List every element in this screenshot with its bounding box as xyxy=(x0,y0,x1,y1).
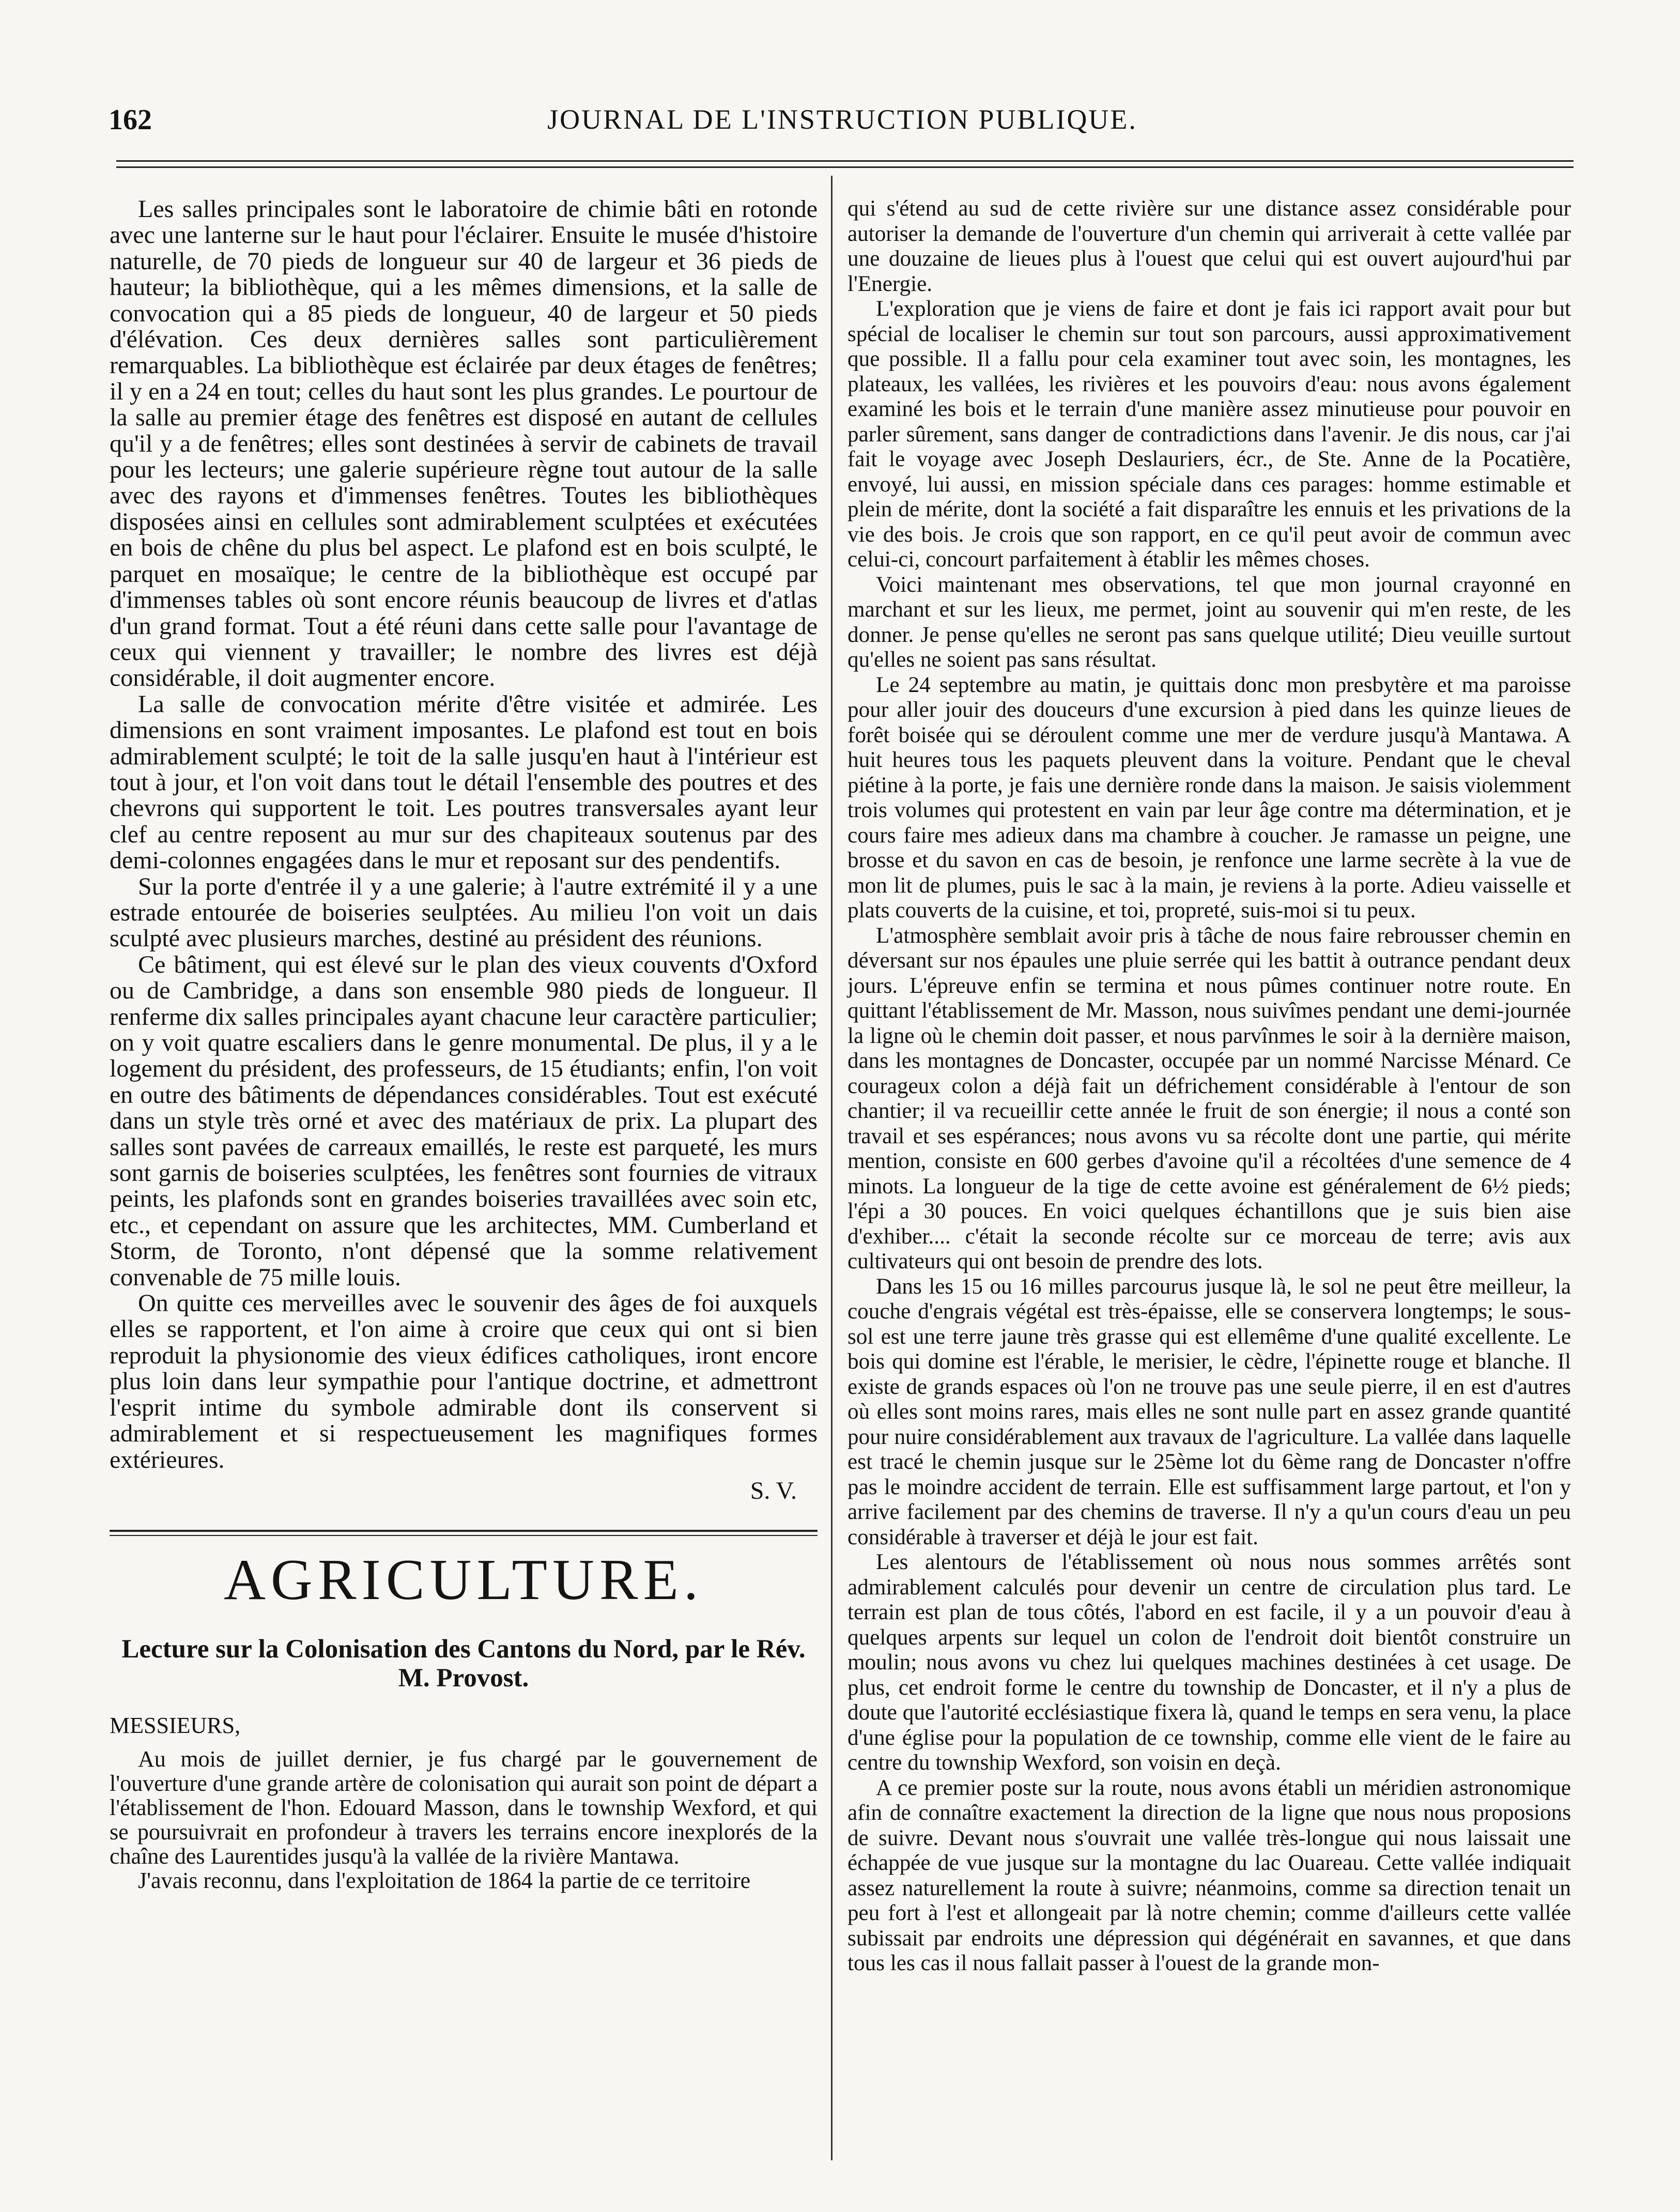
article-body xyxy=(110,1713,818,1893)
section-heading: AGRICULTURE. xyxy=(224,1548,703,1612)
left-paragraph: Ce bâtiment, qui est élevé sur le plan des vieux couvents d'Oxford ou de Cambridge, a dans son ensemble 980 pieds de longueur. Il renferme dix salles principales ayant chacune leur caractère particulier; on y voit quatre escaliers dans le genre monumental. De plus, il y a le logement du président, des professeurs, de 15 étudiants; enfin, l'on voit en outre des bâtiments de dépendances considérables. Tout est exécuté dans un style très orné et avec des matériaux de prix. La plupart des salles sont pavées de carreaux emaillés, le reste est parqueté, les murs sont garnis de boiseries sculptées, les fenêtres sont fournies de vitraux peints, les plafonds sont en grandes boiseries travaillées avec soin etc, etc., et cependant on assure que les architectes, MM. Cumberland et Storm, de Toronto, n'ont dépensé que la somme relativement convenable de 75 mille louis. xyxy=(110,950,818,1291)
section-rule-top xyxy=(110,1530,818,1532)
left-paragraph: Sur la porte d'entrée il y a une galerie; à l'autre extrémité il y a une estrade entourée de boiseries seulptées. Au milieu l'on voit un dais sculpté avec plusieurs marches, destiné au président des réunions. xyxy=(110,872,818,953)
right-paragraph: L'exploration que je viens de faire et dont je fais ici rapport avait pour but spécial de localiser le chemin sur tout son parcours, aussi approximativement que possible. Il a fallu pour cela examiner tout avec soin, les montagnes, les plateaux, les vallées, les rivières et les pouvoirs d'eau: nous avons également examiné les bois et le terrain d'une manière assez minutieuse pour pouvoir en parler sûrement, sans danger de contradictions dans l'avenir. Je dis nous, car j'ai fait le voyage avec Joseph Deslauriers, écr., de Ste. Anne de la Pocatière, envoyé, lui aussi, en mission spéciale dans ces parages: homme estimable et plein de mérite, dont la société a fait disparaître les ennuis et les privations de la vie des bois. Je crois que son rapport, en ce qu'il peut avoir de commun avec celui-ci, concourt parfaitement à établir les mêmes choses. xyxy=(847,297,1571,572)
article-title: Lecture sur la Colonisation des Cantons du Nord, par le Rév. M. Provost. xyxy=(121,1634,806,1693)
running-title: JOURNAL DE L'INSTRUCTION PUBLIQUE. xyxy=(547,104,1137,135)
page-number: 162 xyxy=(109,104,152,136)
right-paragraph: Le 24 septembre au matin, je quittais donc mon presbytère et ma paroisse pour aller jouir des douceurs d'une excursion à pied dans les quinze lieues de forêt boisée qui se déroulent comme une mer de verdure jusqu'à Mantawa. A huit heures tous les paquets pleuvent dans la voiture. Pendant que le cheval piétine à la porte, je fais une dernière ronde dans la maison. Je saisis violemment trois volumes qui protestent en vain par leur âge contre ma détermination, et je cours faire mes adieux dans ma chambre à coucher. Je ramasse un peigne, une brosse et du savon en cas de besoin, je renfonce une larme secrète à la vue de mon lit de plumes, puis le sac à la main, je reviens à la porte. Adieu vaisselle et plats couverts de la cuisine, et toi, propreté, suis-moi si tu peux. xyxy=(847,672,1571,923)
salutation: MESSIEURS, xyxy=(110,1712,241,1738)
header-rule-top xyxy=(116,160,1574,162)
left-paragraph: Les salles principales sont le laboratoire de chimie bâti en rotonde avec une lanterne sur le haut pour l'éclairer. Ensuite le musée d'histoire naturelle, de 70 pieds de longueur sur 40 de largeur et 36 pieds de hauteur; la bibliothèque, qui a les mêmes dimensions, et la salle de convocation qui a 85 pieds de longueur, 40 de largeur et 50 pieds d'élévation. Ces deux dernières salles sont particulièrement remarquables. La bibliothèque est éclairée par deux étages de fenêtres; il y en a 24 en tout; celles du haut sont les plus grandes. Le pourtour de la salle au premier étage des fenêtres est disposé en autant de cellules qu'il y a de fenêtres; elles sont destinées à servir de cabinets de travail pour les lecteurs; une galerie supérieure règne tout autour de la salle avec des rayons et d'immenses fenêtres. Toutes les bibliothèques disposées ainsi en cellules sont admirablement sculptées et exécutées en bois de chêne du plus bel aspect. Le plafond est en bois sculpté, le parquet en mosaïque; le centre de la bibliothèque est occupé par d'immenses tables où sont encore réunis beaucoup de livres et d'atlas d'un grand format. Tout a été réuni dans cette salle pour l'avantage de ceux qui viennent y travailler; le nombre des livres est déjà considérable, il doit augmenter encore. xyxy=(110,195,818,692)
section-rule-bottom xyxy=(110,1535,818,1536)
left-paragraph: La salle de convocation mérite d'être visitée et admirée. Les dimensions en sont vraiment imposantes. Le plafond est tout en bois admirablement sculpté; le toit de la salle jusqu'en haut à l'intérieur est tout à jour, et l'on voit dans tout le détail l'ensemble des poutres et des chevrons qui supportent le toit. Les poutres transversales ayant leur clef au centre reposent au mur sur des chapiteaux soutenus par des demi-colonnes engagées dans le mur et reposant sur des pendentifs. xyxy=(110,690,818,874)
page-header xyxy=(109,103,1576,140)
right-column xyxy=(847,196,1571,1976)
article-paragraph: Au mois de juillet dernier, je fus chargé par le gouvernement de l'ouverture d'une grande artère de colonisation qui aurait son point de départ a l'établissement de l'hon. Edouard Masson, dans le township Wexford, et qui se poursuivrait en profondeur à travers les terrains encore inexplorés de la chaîne des Laurentides jusqu'à la vallée de la rivière Mantawa. xyxy=(110,1746,818,1869)
right-paragraph: qui s'étend au sud de cette rivière sur une distance assez considérable pour autoriser la demande de l'ouverture d'un chemin qui arriverait à cette vallée par une douzaine de lieues plus à l'ouest que celui qui est ouvert aujourd'hui par l'Energie. xyxy=(847,196,1571,296)
right-paragraph: Dans les 15 ou 16 milles parcourus jusque là, le sol ne peut être meilleur, la couche d'engrais végétal est très-épaisse, elle se conservera longtemps; le sous-sol est une terre jaune très grasse qui est ellemême d'une qualité excellente. Le bois qui domine est l'érable, le merisier, le cèdre, l'épinette rouge et blanche. Il existe de grands espaces où l'on ne trouve pas une seule pierre, il en est d'autres où elles sont moins rares, mais elles ne sont nulle part en assez grande quantité pour nuire considérablement aux travaux de l'agriculture. La vallée dans laquelle est tracé le chemin jusque sur le 25ème lot du 6ème rang de Doncaster n'offre pas le moindre accident de terrain. Elle est suffisamment large partout, et l'on y arrive facilement par des chemins de traverse. Il n'y a qu'un cours d'eau un peu considérable à traverser et déjà le jour est fait. xyxy=(847,1274,1571,1549)
left-column xyxy=(110,196,818,1893)
right-paragraph: L'atmosphère semblait avoir pris à tâche de nous faire rebrousser chemin en déversant sur nos épaules une pluie serrée qui les battit à outrance pendant deux jours. L'épreuve enfin se termina et nous pûmes continuer notre route. En quittant l'établissement de Mr. Masson, nous suivîmes pendant une demi-journée la ligne où le chemin doit passer, et nous parvînmes le soir à la dernière maison, dans les montagnes de Doncaster, occupée par un nommé Narcisse Ménard. Ce courageux colon a déjà fait un défrichement considérable à l'entour de son chantier; il va recueillir cette année le fruit de son énergie; il nous a conté son travail et ses espérances; nous avons vu sa récolte dont une partie, qui mérite mention, consiste en 600 gerbes d'avoine qu'il a récoltées d'une semence de 4 minots. La longueur de la tige de cette avoine est généralement de 6½ pieds; l'épi a 30 pouces. En voici quelques échantillons que je suis bien aise d'exhiber.... c'était la seconde récolte sur ce morceau de terre; avis aux cultivateurs qui ont besoin de prendre des lots. xyxy=(847,923,1571,1273)
right-paragraph: Les alentours de l'établissement où nous nous sommes arrêtés sont admirablement calculés pour devenir un centre de circulation plus tard. Le terrain est plan de tous côtés, l'abord en est facile, il y a un pouvoir d'eau à quelques arpents sur lequel un colon de l'endroit doit bientôt construire un moulin; nous avons vu chez lui quelques machines destinées à cet usage. De plus, cet endroit forme le centre du township de Doncaster, et il n'y a plus de doute que l'autorité ecclésiastique fixera là, quand le temps en sera venu, la place d'une église pour la population de ce township, comme elle vient de le faire au centre du township Wexford, son voisin en deçà. xyxy=(847,1550,1571,1775)
right-paragraph: Voici maintenant mes observations, tel que mon journal crayonné en marchant et sur les lieux, me permet, joint au souvenir qui m'en reste, de les donner. Je pense qu'elles ne seront pas sans quelque utilité; Dieu veuille surtout qu'elles ne soient pas sans résultat. xyxy=(847,572,1571,672)
author-signature: S. V. xyxy=(750,1477,797,1504)
article-paragraph: J'avais reconnu, dans l'exploitation de 1864 la partie de ce territoire xyxy=(138,1867,751,1893)
right-paragraph: A ce premier poste sur la route, nous avons établi un méridien astronomique afin de connaître exactement la direction de la ligne que nous nous proposions de suivre. Devant nous s'ouvrait une vallée très-longue qui nous laissait une échappée de vue jusque sur la montagne du lac Ouareau. Cette vallée indiquait assez naturellement la route à suivre; néanmoins, comme sa direction tenait un peu fort à l'est et allongeait par là notre chemin; comme d'ailleurs cette vallée subissait par endroits une dépression qui dégénérait en savannes, et que dans tous les cas il nous fallait passer à l'ouest de la grande mon- xyxy=(847,1775,1571,1975)
header-rule-bottom xyxy=(116,166,1574,168)
left-paragraph: On quitte ces merveilles avec le souvenir des âges de foi auxquels elles se rapportent, et l'on aime à croire que ceux qui ont si bien reproduit la physionomie des vieux édifices catholiques, iront encore plus loin dans leur sympathie pour l'antique doctrine, et admettront l'esprit intime du symbole admirable dont ils conservent si admirablement et si respectueusement les magnifiques formes extérieures. xyxy=(110,1289,818,1473)
column-divider xyxy=(831,176,833,2160)
